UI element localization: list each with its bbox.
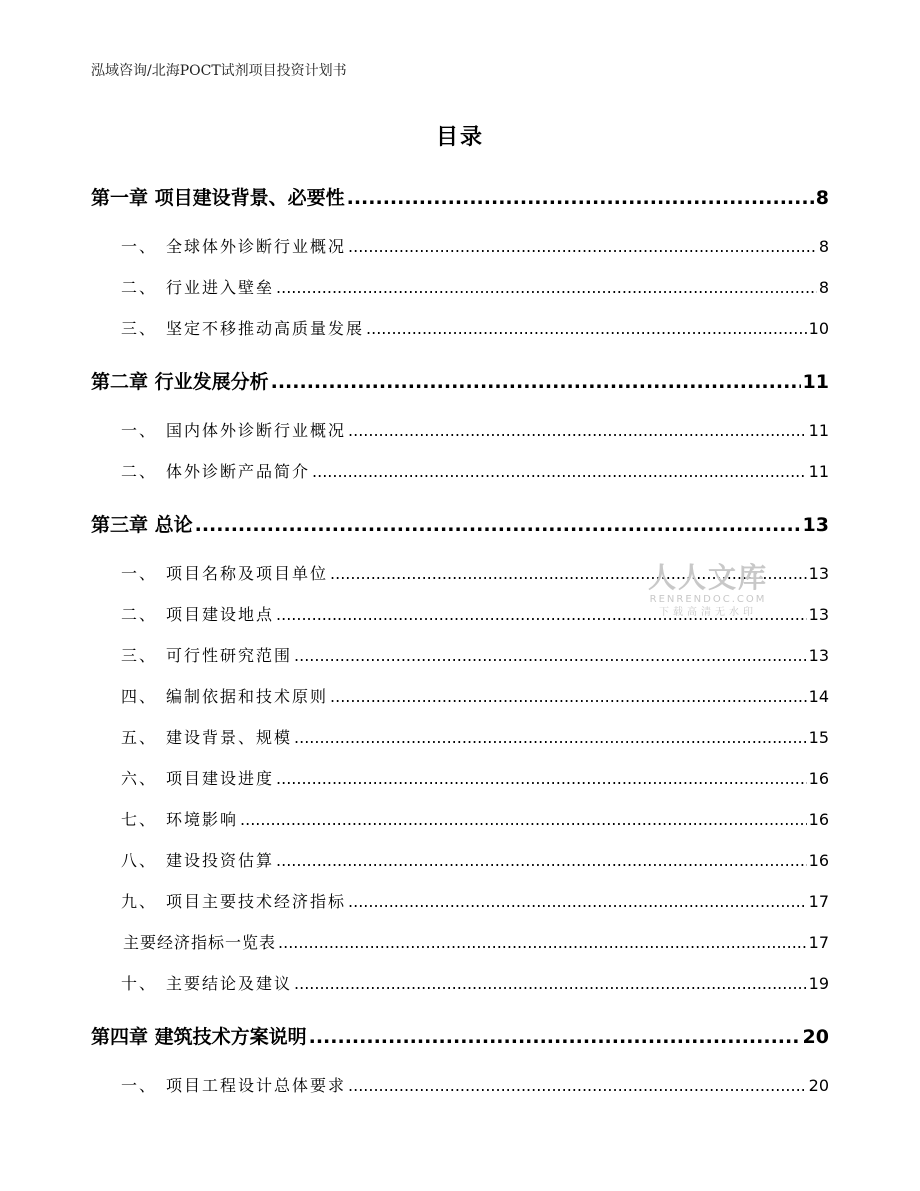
toc-entry-number: 八、 (121, 851, 158, 870)
toc-entry-number: 三、 (121, 319, 158, 338)
toc-section-entry[interactable] (91, 766, 829, 789)
toc-section-entry[interactable] (91, 316, 829, 339)
toc-section-entry[interactable] (91, 971, 829, 994)
toc-entry-label: 可行性研究范围 (166, 646, 293, 665)
watermark (648, 563, 768, 619)
toc-page-number: 13 (808, 646, 829, 665)
toc-entry-label: 项目主要技术经济指标 (166, 892, 347, 911)
toc-section-entry[interactable] (91, 418, 829, 441)
toc-section-entry[interactable] (91, 684, 829, 707)
toc-entry-label: 建设背景、规模 (166, 728, 293, 747)
toc-section-entry[interactable] (91, 234, 829, 257)
toc-section-entry[interactable] (91, 459, 829, 482)
toc-entry-label: 全球体外诊断行业概况 (166, 237, 347, 256)
toc-page-number: 16 (808, 851, 829, 870)
toc-page-number: 10 (808, 319, 829, 338)
toc-entry-label: 主要结论及建议 (166, 974, 293, 993)
toc-section-entry[interactable] (91, 725, 829, 748)
toc-entry-number: 二、 (121, 278, 158, 297)
toc-dot-leader (276, 278, 817, 297)
toc-entry-label: 项目建设地点 (166, 605, 275, 624)
toc-section-entry[interactable] (91, 643, 829, 666)
toc-dot-leader (348, 237, 817, 256)
toc-entry-label: 项目建设进度 (166, 769, 275, 788)
toc-entry-number: 一、 (121, 564, 158, 583)
toc-entry-label: 体外诊断产品简介 (166, 462, 311, 481)
toc-title: 目录 (435, 125, 484, 150)
toc-page-number: 20 (808, 1076, 829, 1095)
toc-dot-leader (240, 810, 807, 829)
toc-entry-number: 四、 (121, 687, 158, 706)
toc-page-number: 14 (808, 687, 829, 706)
toc-page-number: 11 (802, 371, 829, 393)
watermark-tagline: 下载高清无水印 (659, 607, 757, 618)
watermark-logo-text: 人人文库 (648, 561, 769, 594)
toc-entry-label: 第四章 建筑技术方案说明 (91, 1026, 307, 1048)
toc-entry-label: 编制依据和技术原则 (166, 687, 329, 706)
toc-page-number: 19 (808, 974, 829, 993)
toc-entry-label: 环境影响 (166, 810, 239, 829)
toc-dot-leader (276, 769, 807, 788)
toc-entry-label: 主要经济指标一览表 (123, 933, 277, 952)
toc-dot-leader (294, 646, 807, 665)
toc-entry-number: 一、 (121, 421, 158, 440)
toc-dot-leader (312, 462, 807, 481)
toc-entry-number: 六、 (121, 769, 158, 788)
toc-entry-label: 第一章 项目建设背景、必要性 (91, 187, 345, 209)
toc-page-number: 13 (808, 564, 829, 583)
toc-entry-label: 国内体外诊断行业概况 (166, 421, 347, 440)
toc-section-entry[interactable] (91, 889, 829, 912)
toc-entry-label: 建设投资估算 (166, 851, 275, 870)
toc-page-number: 11 (808, 421, 829, 440)
toc-section-entry[interactable] (91, 848, 829, 871)
toc-entry-label: 第三章 总论 (91, 514, 193, 536)
toc-entry-number: 二、 (121, 462, 158, 481)
toc-entry-number: 七、 (121, 810, 158, 829)
toc-dot-leader (294, 728, 807, 747)
toc-page-number: 8 (815, 187, 829, 209)
toc-entry-number: 一、 (121, 237, 158, 256)
toc-dot-leader (271, 371, 801, 393)
toc-page-number: 11 (808, 462, 829, 481)
toc-dot-leader (348, 1076, 807, 1095)
toc-dot-leader (309, 1026, 801, 1048)
toc-page-number: 8 (818, 278, 829, 297)
toc-page-number: 16 (808, 769, 829, 788)
toc-entry-number: 一、 (121, 1076, 158, 1095)
toc-page-number: 17 (808, 892, 829, 911)
toc-page-number: 16 (808, 810, 829, 829)
toc-page-number: 20 (802, 1026, 829, 1048)
toc-entry-number: 二、 (121, 605, 158, 624)
toc-page-number: 17 (808, 933, 829, 952)
toc-dot-leader (347, 187, 814, 209)
toc-chapter-entry[interactable] (91, 1022, 829, 1049)
toc-entry-label: 项目名称及项目单位 (166, 564, 329, 583)
toc-page-number: 13 (808, 605, 829, 624)
toc-entry-number: 九、 (121, 892, 158, 911)
toc-entry-number: 十、 (121, 974, 158, 993)
toc-page-number: 13 (802, 514, 829, 536)
toc-dot-leader (366, 319, 807, 338)
toc-dot-leader (276, 851, 807, 870)
toc-entry-number: 三、 (121, 646, 158, 665)
toc-chapter-entry[interactable] (91, 510, 829, 537)
toc-page-number: 8 (818, 237, 829, 256)
toc-chapter-entry[interactable] (91, 367, 829, 394)
toc-dot-leader (278, 933, 807, 952)
toc-chapter-entry[interactable] (91, 183, 829, 210)
toc-entry-label: 坚定不移推动高质量发展 (166, 319, 365, 338)
toc-page-number: 15 (808, 728, 829, 747)
toc-entry-number: 五、 (121, 728, 158, 747)
toc-dot-leader (330, 687, 807, 706)
toc-dot-leader (294, 974, 807, 993)
toc-entry-label: 第二章 行业发展分析 (91, 371, 269, 393)
toc-section-entry[interactable] (91, 1073, 829, 1096)
toc-dot-leader (348, 892, 807, 911)
toc-entry-label: 项目工程设计总体要求 (166, 1076, 347, 1095)
running-header: 泓域咨询/北海POCT试剂项目投资计划书 (91, 63, 347, 79)
toc-section-entry[interactable] (91, 930, 829, 953)
toc-section-entry[interactable] (91, 807, 829, 830)
toc-dot-leader (348, 421, 807, 440)
watermark-domain: RENRENDOC.COM (649, 594, 767, 605)
toc-entry-label: 行业进入壁垒 (166, 278, 275, 297)
toc-dot-leader (195, 514, 801, 536)
toc-section-entry[interactable] (91, 275, 829, 298)
